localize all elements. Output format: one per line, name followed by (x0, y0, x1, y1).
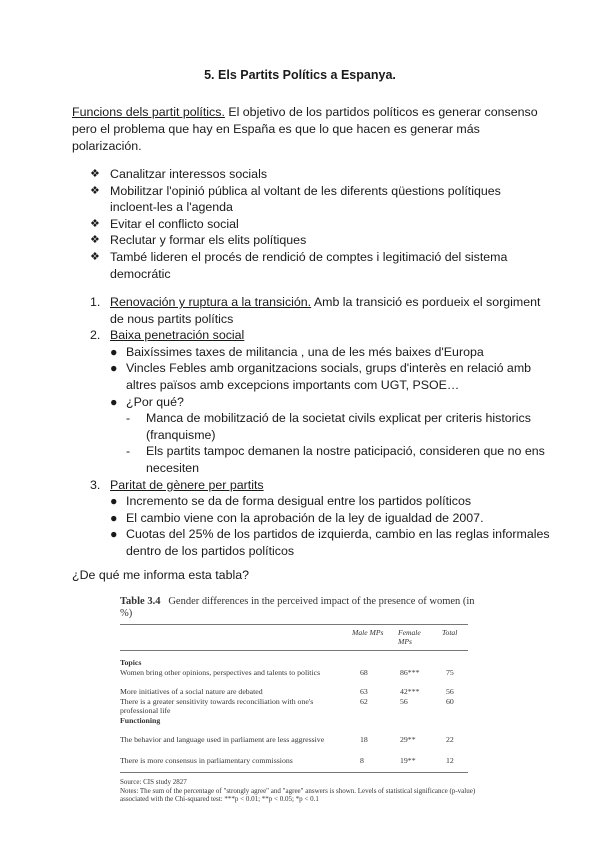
list-item: ● El cambio viene con la aprobación de la ley de igualdad de 2007. (110, 510, 484, 525)
list-item: ● Vincles Febles amb organitzacions socials, grups d'interès en relació amb altres països amb excepcions importants com UGT, PSOE… (110, 361, 532, 392)
question-text: ¿De qué me informa esta tabla? (72, 568, 250, 582)
page-title: 5. Els Partits Polítics a Espanya. (204, 68, 396, 82)
section-functioning: Functioning (120, 716, 161, 725)
sub-list (90, 493, 550, 559)
diamond-bullet-icon: ❖ (90, 217, 100, 230)
item-heading: Baixa penetración social (110, 328, 245, 343)
bullet-dot-icon: ● (110, 527, 118, 542)
bullet-dot-icon: ● (110, 394, 118, 409)
numbered-item-3: 3. Paritat de gènere per partits (90, 477, 264, 492)
list-item: ❖ Mobilitzar l'opinió pública al voltant de les diferents qüestions polítiques incloent-les a l'agenda (90, 183, 501, 215)
list-item: ❖ Reclutar y formar els elits polítiques (90, 233, 307, 248)
intro-text: El objetivo de los partidos políticos es generar consenso pero el problema que hay en España es que lo que hacen es generar más polarización. (72, 105, 538, 153)
intro-paragraph (72, 104, 542, 155)
list-item: ● ¿Por qué? (110, 394, 184, 409)
dash-bullet-icon: - (126, 411, 131, 426)
bullet-dot-icon: ● (110, 494, 118, 509)
bullet-dot-icon: ● (110, 344, 118, 359)
diamond-bullet-icon: ❖ (90, 250, 100, 263)
bullet-dot-icon: ● (110, 361, 118, 376)
item-heading: Paritat de gènere per partits (110, 477, 264, 492)
list-item: - Manca de mobilització de la societat civils explicat per criteris historics (franquisme) (126, 411, 531, 442)
table-rule (120, 650, 468, 651)
table-rule (120, 624, 468, 625)
sub-list (90, 344, 550, 410)
section-topics: Topics (120, 658, 142, 667)
table-rule (120, 772, 468, 773)
table-source: Source: CIS study 2827 Notes: The sum of the percentage of "strongly agree" and "agree" answers is shown. Levels of statistical significance (p-value) associated with the Chi-squared test: ***p < 0.01; **p < 0.05; *p < 0.1 (120, 778, 476, 804)
list-item: ● Incremento se da de forma desigual entre los partidos políticos (110, 494, 472, 509)
numbered-list (90, 294, 550, 560)
dash-list (90, 410, 550, 476)
list-item: ❖ També lideren el procés de rendició de comptes i legitimació del sistema democrátic (90, 249, 508, 281)
diamond-bullet-icon: ❖ (90, 184, 100, 197)
col-header-female: Female MPs (398, 628, 421, 646)
diamond-bullet-icon: ❖ (90, 234, 100, 247)
diamond-bullet-icon: ❖ (90, 168, 100, 180)
functions-list (90, 166, 540, 282)
col-header-male: Male MPs (352, 628, 384, 637)
list-item: ❖ Evitar el conflicto social (90, 216, 239, 231)
table-caption: Table 3.4 Gender differences in the perceived impact of the presence of women (in %) (120, 596, 475, 619)
numbered-item-1: 1. Renovación y ruptura a la transición. Amb la transició es pordueix el sorgiment de nous partits polítics (90, 295, 541, 326)
intro-heading: Funcions dels partit polítics. (72, 105, 225, 119)
list-item: ❖ Canalitzar interessos socials (90, 167, 268, 181)
table-figure: Table 3.4 Gender differences in the perceived impact of the presence of women (in %) Male MPs Female MPs Total Topics Women bring other opinions, perspectives and talents to politics 68 86*** 75 More initiatives of a social nature are debated 63 42*** 56 There is a greater sensitivity towards reconciliation with one's professional life 62 56 60 Functioning The behavior and language used in parliament are less aggressive 18 29** 22 There is more consensus in parliamentary commissions 8 19** 12 Source: CIS study 2827 Notes: The sum of the percentage of "strongly agree" and "agree" answers is shown. Levels of statistical significance (p-value) associated with the Chi-squared test: ***p < 0.01; **p < 0.05; *p < 0.1 (120, 596, 480, 814)
item-heading: Renovación y ruptura a la transición. (110, 295, 312, 309)
list-item: ● Cuotas del 25% de los partidos de izquierda, cambio en las reglas informales dentro de los partidos políticos (110, 527, 550, 558)
list-item: ● Baixíssimes taxes de militancia , una de les més baixes d'Europa (110, 344, 484, 359)
list-item: - Els partits tampoc demanen la nostre paticipació, consideren que no ens necesiten (126, 444, 545, 475)
bullet-dot-icon: ● (110, 510, 118, 525)
numbered-item-2: 2. Baixa penetración social (90, 328, 245, 343)
dash-bullet-icon: - (126, 444, 131, 459)
col-header-total: Total (442, 628, 458, 637)
